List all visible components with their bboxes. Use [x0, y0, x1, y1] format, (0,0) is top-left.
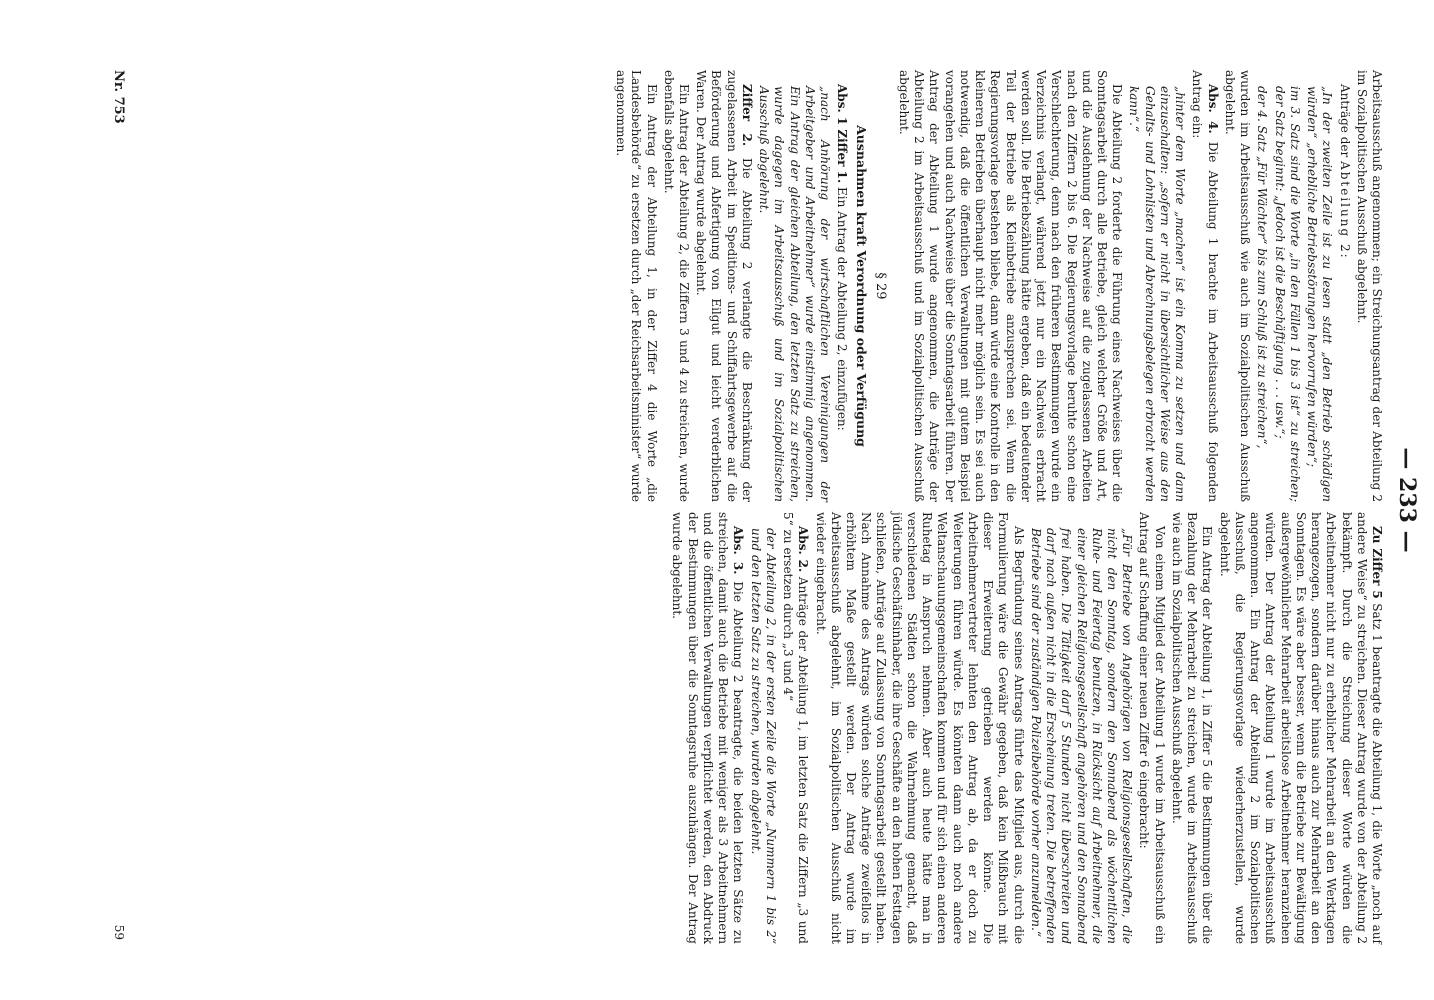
paragraph-label: Abs. 2. — [796, 526, 811, 573]
paragraph-label: Ziffer 2. — [739, 84, 754, 147]
paragraph-label: Abs. 1 Ziffer 1. — [835, 84, 850, 184]
paragraph: Von einem Mitglied der Abteilung 1 wurde im Arbeitsausschuß ein Antrag auf Schaffung einer neuen Ziffer 6 eingebracht: — [1137, 512, 1167, 944]
quoted-amendment: der 4. Satz „Für Wächter“ bis zum Schluß ist zu streichen“, — [1255, 86, 1270, 449]
sheet-number: 59 — [112, 924, 126, 940]
quoted-amendment: im 3. Satz sind die Worte „in den Fällen 1 bis 3 ist“ zu streichen; der Satz beginnt: „Jedoch ist die Beschäftigung . . . usw.“; — [1272, 86, 1302, 502]
paragraph: Arbeitsausschuß angenommen; ein Streichungsantrag der Abteilung 2 im Sozialpolitischen Ausschuß abgelehnt. — [1354, 70, 1384, 502]
quoted-amendment: „Für Betriebe von Angehörigen von Religionsgesellschaften, die nicht den Sonntag, sondern den Sonnabend als wöchentlichen Ruhe- und Feiertag benutzen, in Rücksicht auf Arbeitnehmer, die einer gleichen Religionsgesellschaft angehören und den Sonnabend frei haben. Die Tätigkeit darf 5 Stunden nicht überschreiten und darf nach außen nicht in die Erscheinung treten. Die betreffenden Betriebe sind der zuständigen Polizeibehörde vorher anzumelden.“ — [1028, 528, 1135, 944]
section-title: Ausnahmen kraft Verordnung oder Verfügung — [854, 125, 870, 447]
section-number: § 29 — [872, 272, 888, 300]
paragraph: Abs. 4. Die Abteilung 1 brachte im Arbeitsausschuß folgenden Antrag ein: — [1190, 70, 1220, 502]
paragraph: Zu Ziffer 5 Satz 1 beantragte die Abteilung 1, die Worte „noch auf andere Weise“ zu streichen. Dieser Antrag wurde von der Abteilung 2 bekämpft. Durch die Streichung dieser Worte würden die Arbeitnehmer nicht nur zu erheblicher Mehrarbeit an den Werktagen herangezogen, sondern darüber hinaus auch zur Mehrarbeit an den Sonntagen. Es wäre aber besser, wenn die Betriebe zur Bewältigung außergewöhnlicher Mehrarbeit arbeitslose Arbeitnehmer heranziehen würden. Der Antrag der Abteilung 1 wurde im Arbeitsausschuß angenommen. Ein Antrag der Abteilung 2 im Sozialpolitischen Ausschuß, die Regierungsvorlage wiederherzustellen, wurde abgelehnt. — [1217, 512, 1384, 944]
paragraph: Als Begründung seines Antrags führte das Mitglied aus, durch die Formulierung wäre die Gewähr gegeben, daß kein Mißbrauch mit dieser Erweiterung getrieben werden könne. Die Arbeitnehmervertreter lehnten den Antrag ab, da er doch zu Weiterungen führen würde. Es könnten dann auch noch andere Weltanschauungsgemeinschaften kommen und für sich einen anderen Ruhetag in Anspruch nehmen. Aber auch heute hätte man in verschiedenen Städten schon die Wahrnehmung gemacht, daß jüdische Geschäftsinhaber, die ihre Geschäfte an den hohen Festtagen schließen, Anträge auf Zulassung von Sonntagsarbeit gestellt haben. Nach Annahme des Antrags würden solche Anträge zweifellos in erhöhtem Maße gestellt werden. Der Antrag wurde im Arbeitsausschuß abgelehnt, im Sozialpolitischen Ausschuß nicht wieder eingebracht. — [813, 512, 1026, 944]
paragraph: Ziffer 2. Die Abteilung 2 verlangte die Beschränkung der zugelassenen Arbeit im Speditions- und Schiffahrtsgewerbe auf die Beförderung und Abfertigung von Eilgut und leicht verderblichen Waren. Der Antrag wurde abgelehnt. — [694, 70, 754, 502]
quoted-amendment: „nach Anhörung der wirtschaftlichen Vereinigungen der Arbeitgeber und Arbeitnehmer“ wurde einstimmig angenommen. Ein Antrag der gleichen Abteilung, den letzten Satz zu streichen, wurde dagegen im Arbeitsausschuß und im Sozialpolitischen Ausschuß abgelehnt. — [757, 86, 833, 502]
quoted-amendment: der Abteilung 2, in der ersten Zeile die Worte „Nummern 1 bis 2“ und den letzten Satz zu streichen, wurden abgelehnt. — [748, 528, 778, 944]
paragraph: Anträge der Abteilung 2: — [1337, 84, 1352, 260]
quoted-amendment: „In der zweiten Zeile ist zu lesen statt „den Betrieb schädigen würden“ „erhebliche Betriebsstörungen hervorrufen würden“; — [1305, 86, 1335, 502]
paragraph: wurden im Arbeitsausschuß wie auch im Sozialpolitischen Ausschuß abgelehnt. — [1222, 70, 1253, 502]
paragraph: Die Abteilung 2 forderte die Führung eines Nachweises über die Sonntagsarbeit durch alle Betriebe, gleich welcher Größe und Art, und die Ausdehnung der Nachweise auf die zugelassenen Arbeiten nach den Ziffern 2 bis 6. Die Regierungsvorlage beruhte schon eine Verschlechterung, denn nach den früheren Bestimmungen wurde ein Verzeichnis verlangt, während jetzt nur ein Nachweis erbracht werden soll. Die Betriebszählung hätte ergeben, daß ein bedeutender Teil der Betriebe als Kleinbetriebe anzusprechen sei. Wenn die Regierungsvorlage bestehen bliebe, dann würde eine Kontrolle in den kleineren Betrieben überhaupt nicht mehr möglich sein. Es sei auch notwendig, daß die öffentlichen Verwaltungen mit gutem Beispiel vorangehen und auch Nachweise über die Sonntagsarbeit führen. Der Antrag der Abteilung 1 wurde angenommen, die Anträge der Abteilung 2 im Arbeitsausschuß und im Sozialpolitischen Ausschuß abgelehnt. — [896, 70, 1125, 502]
paragraph-label: Abs. 3. — [731, 526, 746, 575]
left-column — [611, 70, 1384, 502]
page-number: — 233 — — [1394, 447, 1420, 553]
paragraph: Abs. 2. Anträge der Abteilung 1, im letzten Satz die Ziffern „3 und 5“ zu ersetzen durch „3 und 4“ — [781, 512, 811, 944]
paragraph: Ein Antrag der Abteilung 1, in Ziffer 5 die Bestimmungen über die Bezahlung der Mehrarbeit zu streichen, wurde im Arbeitsausschuß wie auch im Sozialpolitischen Ausschuß abgelehnt. — [1169, 512, 1215, 944]
print-number: Nr. 753 — [111, 70, 126, 124]
paragraph: Ein Antrag der Abteilung 1, in der Ziffer 4 die Worte „die Landesbehörde“ zu ersetzen durch „der Reichsarbeitsminister“ wurde angenommen. — [614, 70, 659, 502]
paragraph: Abs. 3. Die Abteilung 2 beantragte, die beiden letzten Sätze zu streichen, damit auch die Betriebe mit weniger als 3 Arbeitnehmern und die öffentlichen Verwaltungen verpflichtet werden, den Abdruck der Bestimmungen über die Sonntagsruhe auszuhängen. Der Antrag wurde abgelehnt. — [670, 512, 746, 944]
paragraph-label: Abs. 4. — [1205, 84, 1220, 134]
paragraph: Ein Antrag der Abteilung 2, die Ziffern 3 und 4 zu streichen, wurde ebenfalls abgelehnt. — [661, 70, 692, 502]
paragraph: Abs. 1 Ziffer 1. Ein Antrag der Abteilung 2, einzufügen: — [835, 84, 850, 431]
quoted-amendment: „hinter dem Worte „machen“ ist ein Komma zu setzen und dann einzuschalten: „sofern er nicht in übersichtlicher Weise aus den Gehalts- und Lohnlisten und Abrechnungsbelegen erbracht werden kann“.“ — [1127, 86, 1188, 502]
right-column — [667, 512, 1384, 944]
paragraph-label: Zu Ziffer 5 — [1370, 526, 1384, 599]
